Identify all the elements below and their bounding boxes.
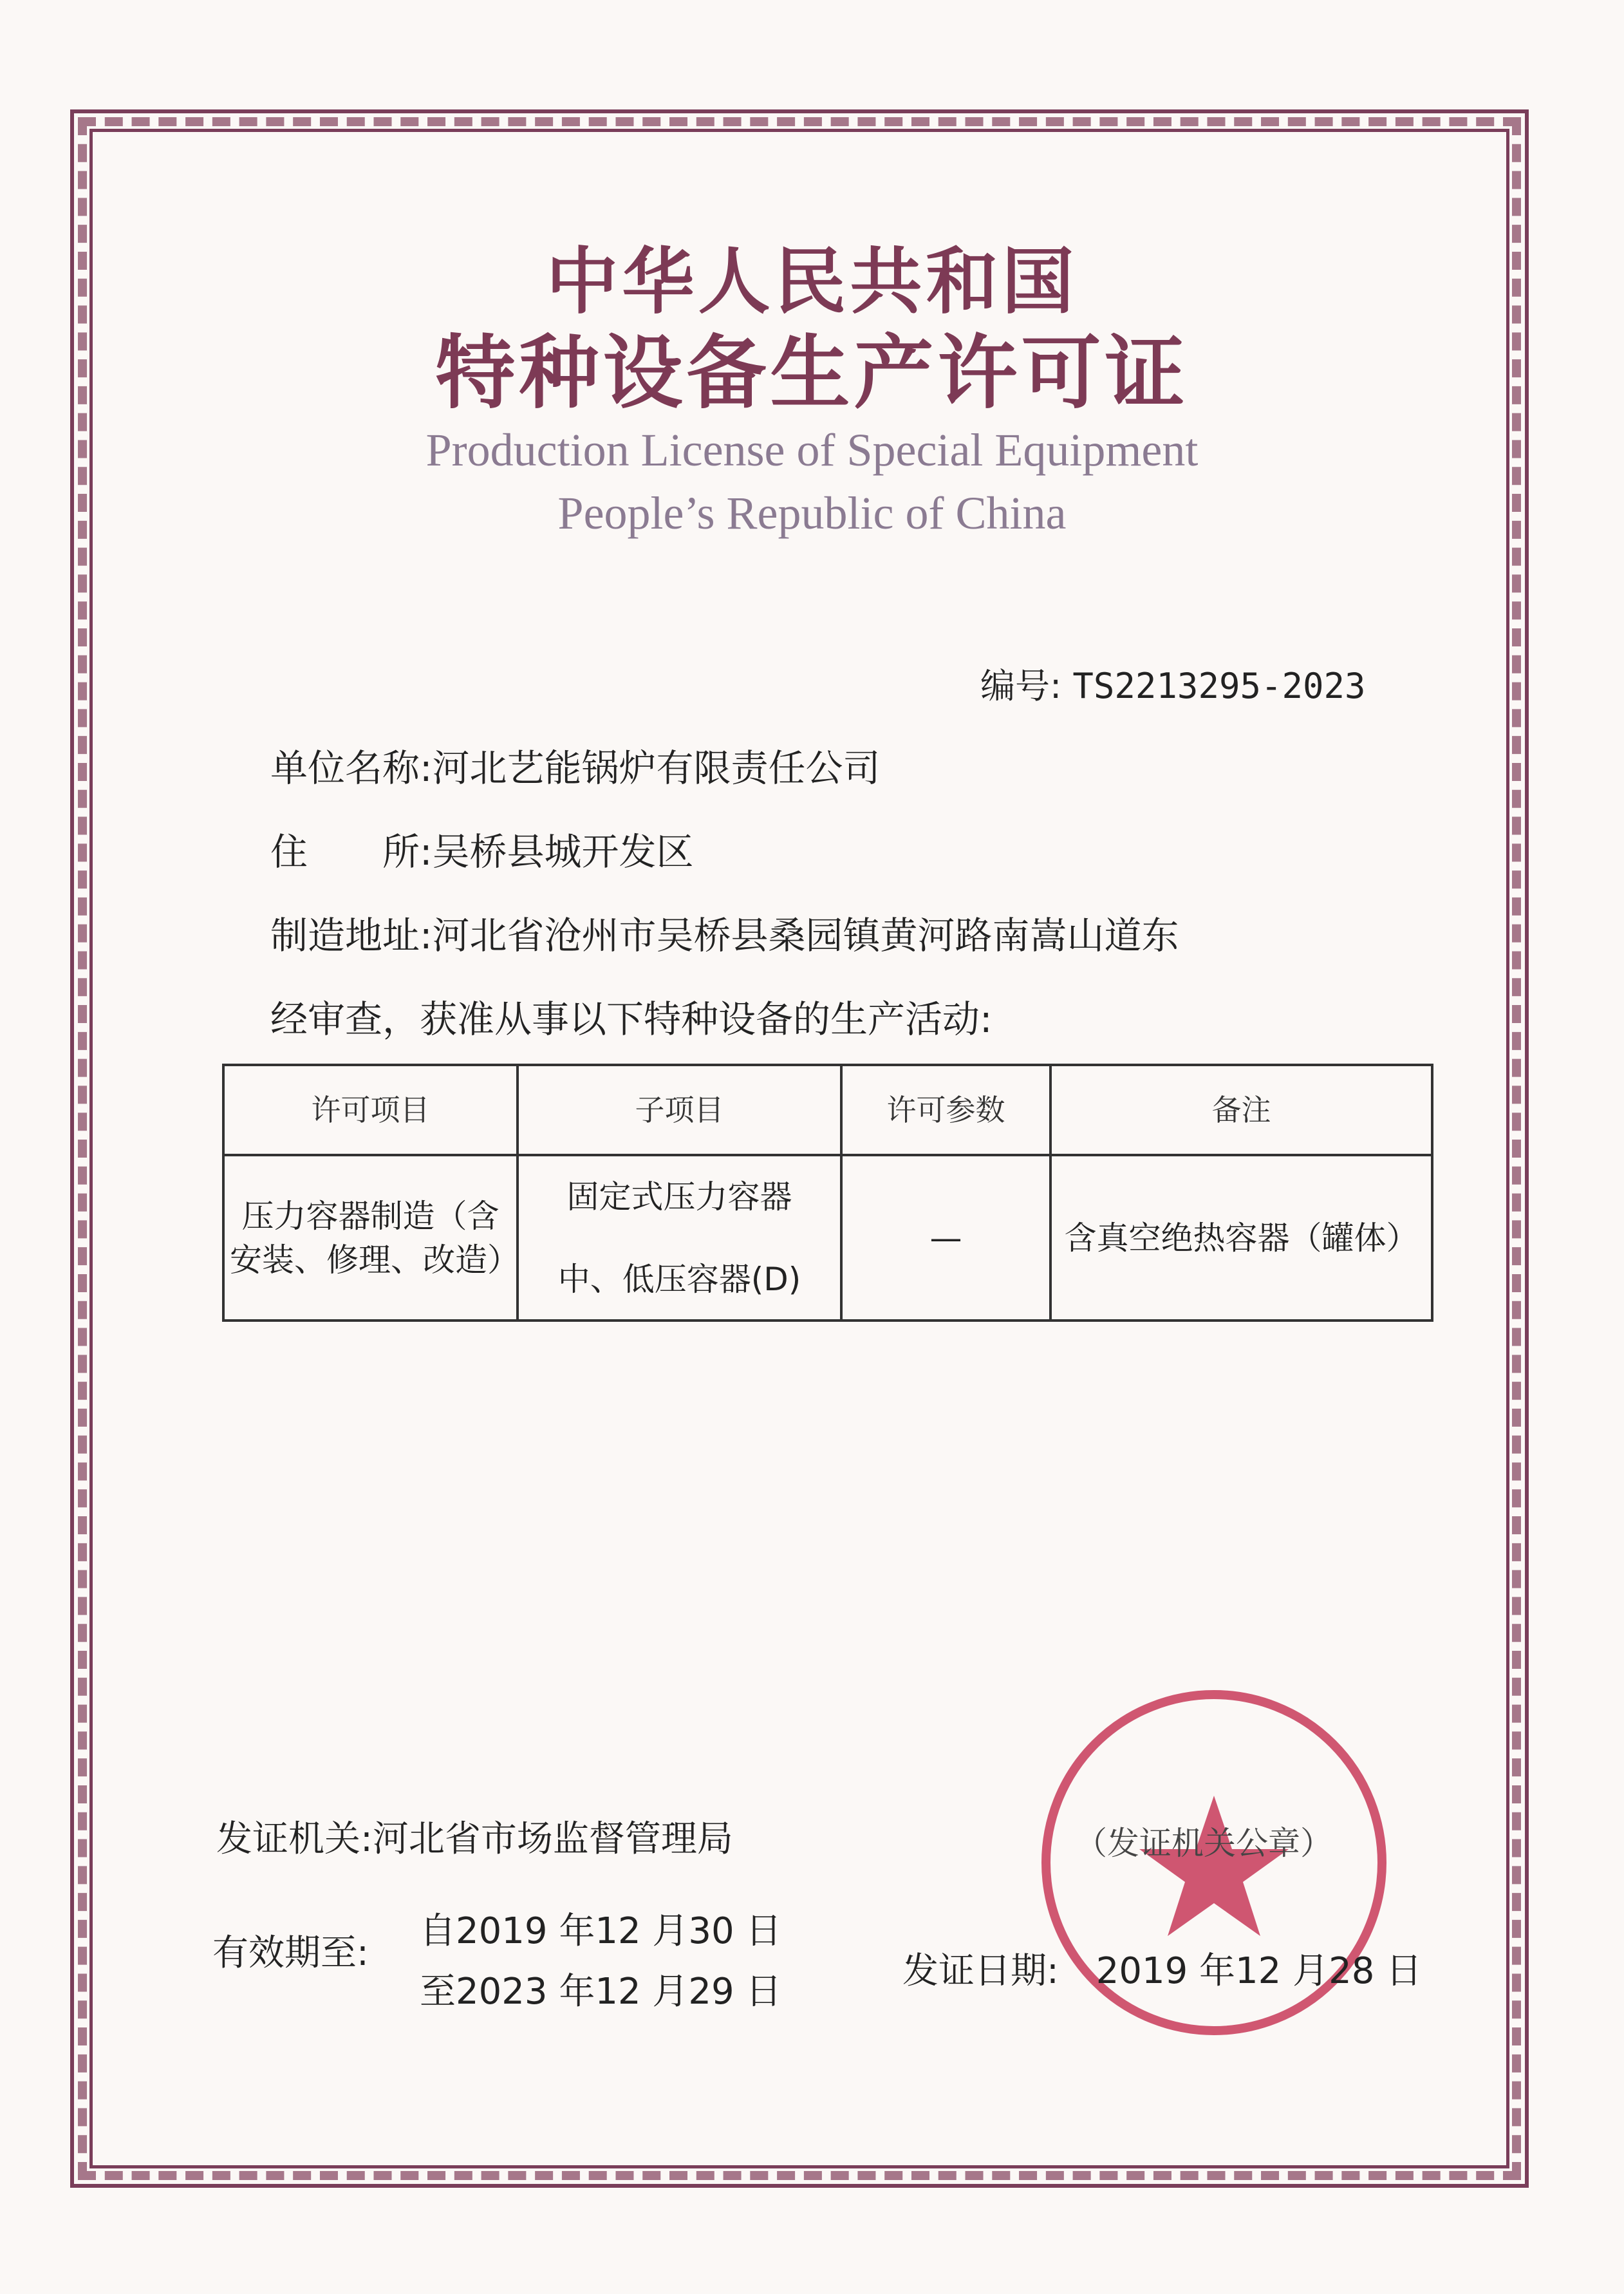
- seal-star-icon: [1139, 1796, 1289, 1936]
- table-header-row: [223, 1065, 1432, 1155]
- title-cn-line1: 中华人民共和国: [546, 240, 1078, 324]
- field-label: 住 所:: [270, 830, 433, 874]
- table-row: [223, 1155, 1432, 1321]
- field-label: 制造地址:: [270, 914, 433, 957]
- validity-to: 至2023 年12 月29 日: [420, 1971, 782, 2013]
- validity-label: 有效期至:: [212, 1932, 369, 1974]
- validity-from: 自2019 年12 月30 日: [420, 1910, 782, 1952]
- certificate-number-value: TS2213295-2023: [1072, 666, 1366, 706]
- cell-remark: 含真空绝热容器（罐体）: [1050, 1155, 1432, 1321]
- field-company-name: [270, 747, 881, 790]
- issue-date: [902, 1951, 1422, 1992]
- title-en-line1: Production License of Special Equipment: [425, 424, 1199, 476]
- seal-placeholder: （发证机关公章）: [1075, 1825, 1332, 1862]
- header-remark: 备注: [1050, 1065, 1432, 1155]
- subitem-line2: 中、低压容器(D): [557, 1260, 801, 1298]
- subitem-line1: 固定式压力容器: [566, 1178, 792, 1216]
- certificate-number-label: 编号:: [980, 666, 1062, 706]
- header-permit-item: 许可项目: [223, 1065, 518, 1155]
- issuer-value: 河北省市场监督管理局: [372, 1818, 733, 1860]
- title-en-line2: People’s Republic of China: [557, 487, 1067, 539]
- header-parameter: 许可参数: [841, 1065, 1050, 1155]
- issue-date-value: 2019 年12 月28 日: [1096, 1950, 1423, 1992]
- field-label: 单位名称:: [270, 746, 433, 790]
- field-address: [270, 831, 694, 874]
- cell-parameter: —: [841, 1155, 1050, 1321]
- field-value: 吴桥县城开发区: [432, 830, 694, 874]
- issuer: [216, 1819, 733, 1860]
- title-cn-line2: 特种设备生产许可证: [435, 327, 1189, 420]
- cell-permit-item: 压力容器制造（含安装、修理、改造）: [223, 1155, 518, 1321]
- field-manufacturing-address: [270, 914, 1179, 957]
- approval-statement: 经审查，获准从事以下特种设备的生产活动:: [270, 997, 993, 1041]
- field-value: 河北艺能锅炉有限责任公司: [432, 746, 881, 790]
- field-value: 河北省沧州市吴桥县桑园镇黄河路南嵩山道东: [432, 914, 1179, 957]
- cell-subitem: [518, 1155, 841, 1321]
- issuer-label: 发证机关:: [216, 1818, 373, 1860]
- certificate-number: [980, 666, 1366, 706]
- permit-table: [222, 1064, 1433, 1322]
- issue-date-label: 发证日期:: [902, 1950, 1059, 1992]
- header-subitem: 子项目: [518, 1065, 841, 1155]
